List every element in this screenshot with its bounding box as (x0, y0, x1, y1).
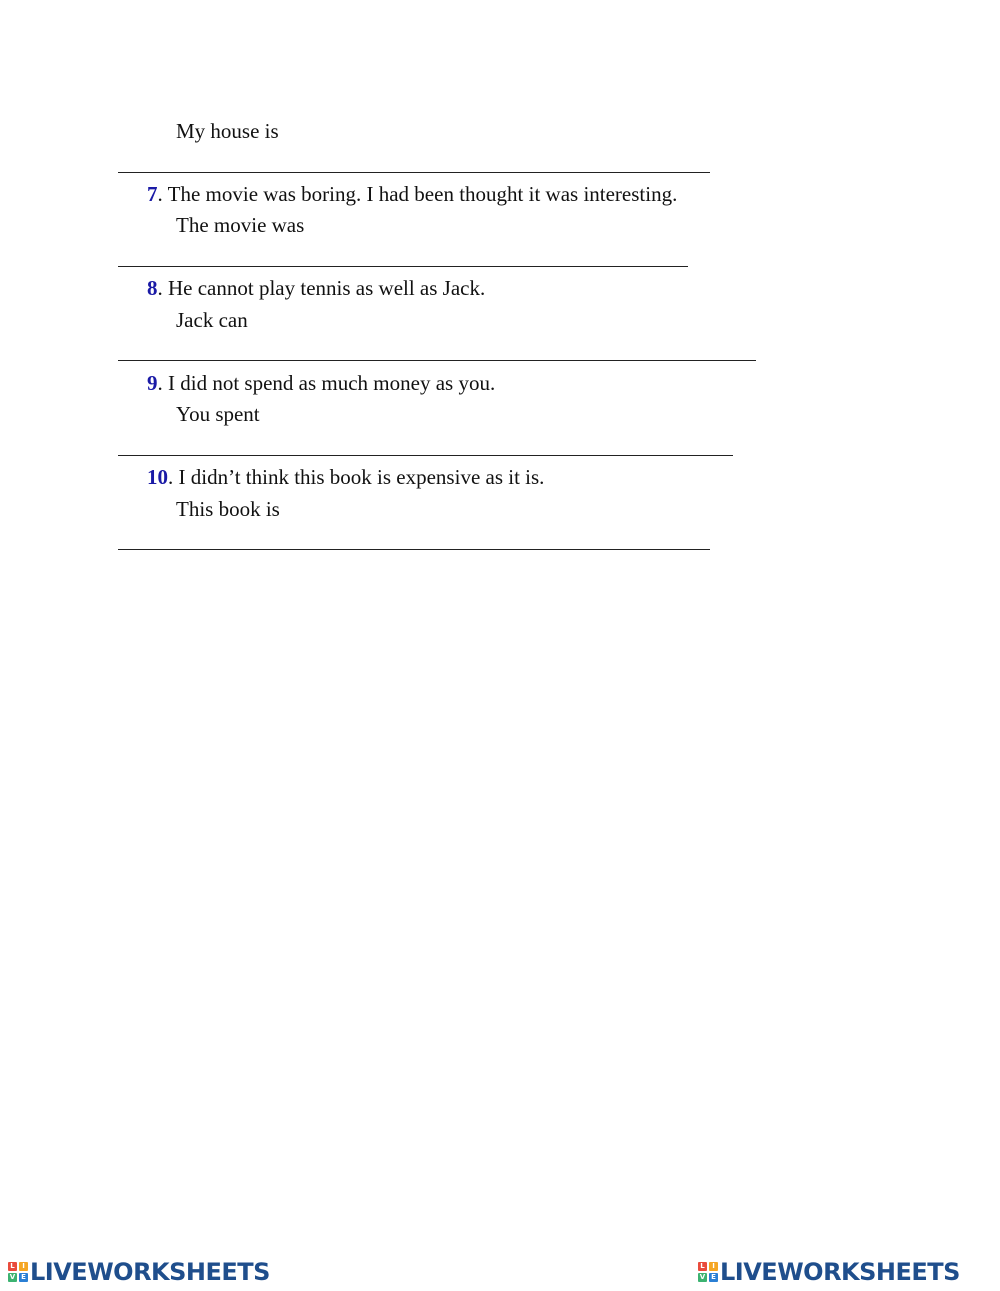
answer-prompt: You spent (176, 402, 260, 426)
logo-tile: E (19, 1273, 28, 1282)
logo-tiles-icon (8, 1262, 28, 1282)
question-sentence: . I didn’t think this book is expensive as it is. (168, 465, 545, 489)
logo-wordmark: LIVEWORKSHEETS (720, 1258, 960, 1286)
question-sentence: . I did not spend as much money as you. (157, 371, 496, 395)
answer-blank-line[interactable] (118, 455, 733, 456)
question-sentence: . He cannot play tennis as well as Jack. (157, 276, 486, 300)
question-10 (147, 464, 544, 490)
logo-tile: I (709, 1262, 718, 1271)
answer-prompt: Jack can (176, 308, 248, 332)
question-number: 10 (147, 465, 168, 489)
liveworksheets-logo-right (698, 1257, 960, 1287)
answer-prompt: This book is (176, 497, 280, 521)
question-7 (147, 181, 677, 207)
answer-prompt: The movie was (176, 213, 305, 237)
answer-blank-line[interactable] (118, 172, 710, 173)
question-8 (147, 275, 485, 301)
logo-tile: L (698, 1262, 707, 1271)
answer-blank-line[interactable] (118, 360, 756, 361)
question-sentence: . The movie was boring. I had been thought it was interesting. (157, 182, 678, 206)
question-9 (147, 370, 495, 396)
question-number: 7 (147, 182, 158, 206)
logo-tile: E (709, 1273, 718, 1282)
answer-blank-line[interactable] (118, 266, 688, 267)
logo-tile: V (9, 1273, 16, 1281)
logo-tile: I (19, 1262, 28, 1271)
liveworksheets-logo-left (8, 1257, 270, 1287)
question-number: 9 (147, 371, 158, 395)
logo-tile: V (699, 1273, 706, 1281)
logo-wordmark: LIVEWORKSHEETS (30, 1258, 270, 1286)
logo-tiles-icon (698, 1262, 718, 1282)
logo-tile: L (8, 1262, 17, 1271)
answer-prompt: My house is (176, 119, 279, 143)
question-number: 8 (147, 276, 158, 300)
answer-blank-line[interactable] (118, 549, 710, 550)
